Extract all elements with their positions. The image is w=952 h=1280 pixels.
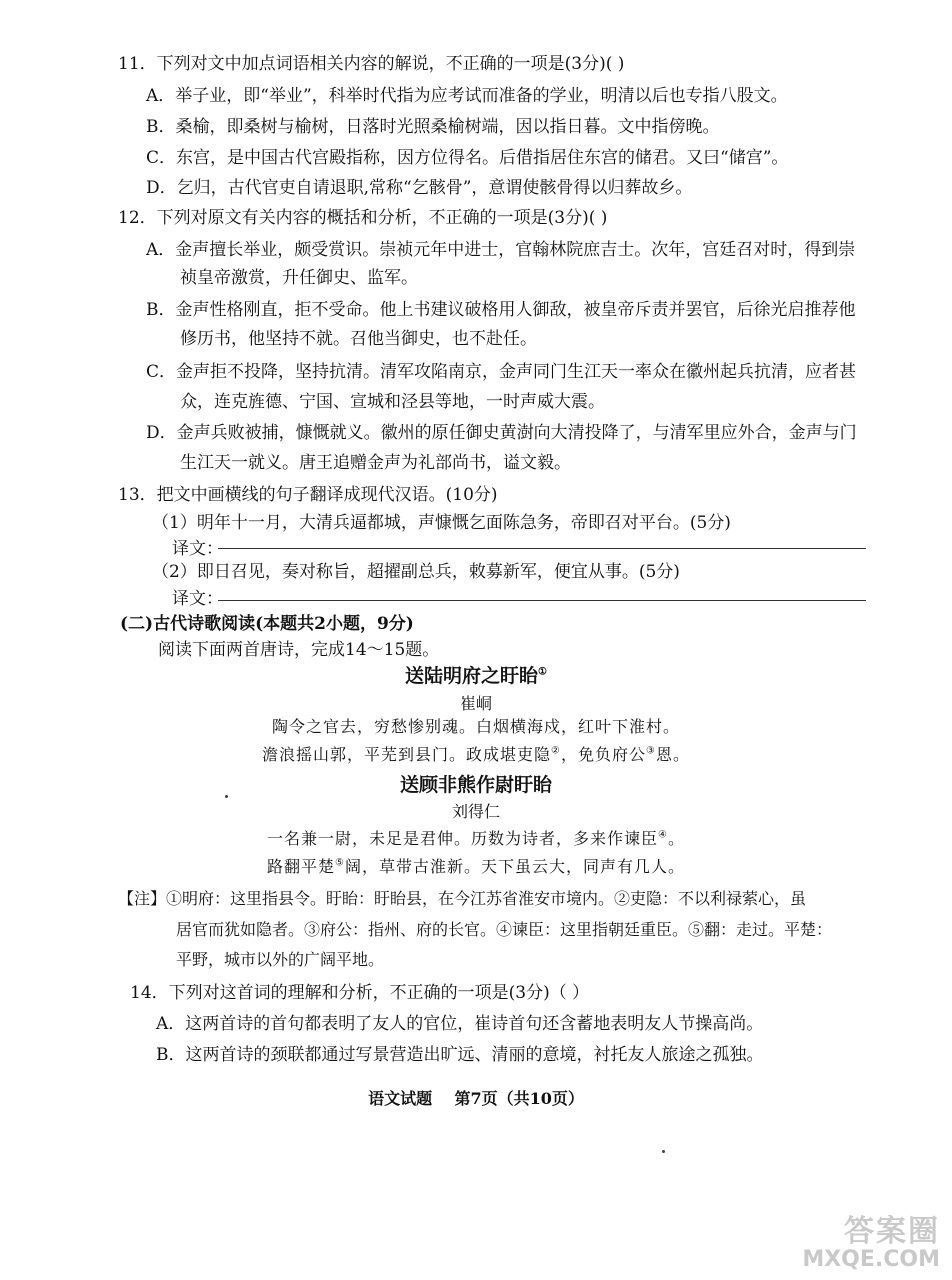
q14-option-b: B．这两首诗的颈联都通过写景营造出旷远、清丽的意境，衬托友人旅途之孤独。 [156,1045,764,1065]
watermark-url: MXQE.COM [802,1246,940,1272]
poem1-line-2: 澹浪摇山郭，平芜到县门。政成堪吏隐②，免负府公③恩。 [262,745,690,764]
scan-speck [225,795,228,798]
poem2-author: 刘得仁 [451,802,500,821]
page-footer: 语文试题 第7页（共10页） [368,1089,584,1108]
q11-option-c: C．东宫，是中国古代宫殿指称，因方位得名。后借指居住东宫的储君。又曰“储宫”。 [146,148,789,168]
q12-option-c-line2: 众，连克旌德、宁国、宣城和泾县等地，一时声威大震。 [180,392,605,412]
poem2-title: 送顾非熊作尉盱眙 [399,774,552,796]
poem2-line-2: 路翻平楚⑤阔，草带古淮新。天下虽云大，同声有几人。 [267,857,685,876]
q12-option-a-line1: A．金声擅长举业，颇受赏识。崇祯元年中进士，官翰林院庶吉士。次年，宫廷召对时，得到崇 [146,240,856,260]
q13-stem: 13．把文中画横线的句子翻译成现代汉语。(10分) [118,485,498,505]
q13-answer-line-1[interactable] [218,548,866,549]
notes-line-2: 居官而犹如隐者。③府公：指州、府的长官。④谏臣：这里指朝廷重臣。⑤翻：走过。平楚： [176,920,833,939]
poem2-line-1: 一名兼一尉，未足是君伸。历数为诗者，多来作谏臣④。 [267,829,685,848]
section-heading: (二)古代诗歌阅读(本题共2小题，9分) [120,614,414,634]
q11-option-b: B．桑榆，即桑树与榆树，日落时光照桑榆树端，因以指日暮。文中指傍晚。 [146,117,720,137]
q13-answer-label-1: 译文： [172,539,223,559]
q12-option-a-line2: 祯皇帝激赏，升任御史、监军。 [180,268,418,288]
q11-option-d: D．乞归，古代官吏自请退职,常称“乞骸骨”，意谓使骸骨得以归葬故乡。 [146,178,693,198]
q14-stem: 14．下列对这首词的理解和分析，不正确的一项是(3分)（ ） [130,983,590,1003]
poem1-title-note-marker: ① [538,666,547,678]
q12-stem: 12．下列对原文有关内容的概括和分析，不正确的一项是(3分)( ) [118,208,608,228]
q13-answer-label-2: 译文： [172,589,223,609]
q11-option-a: A．举子业，即“举业”，科举时代指为应考试而准备的学业，明清以后也专指八股文。 [146,86,788,106]
q13-answer-line-2[interactable] [218,600,866,601]
q14-option-a: A．这两首诗的首句都表明了友人的官位，崔诗首句还含蓄地表明友人节操高尚。 [156,1014,764,1034]
q12-option-c-line1: C．金声拒不投降，坚持抗清。清军攻陷南京，金声同门生江天一率众在徽州起兵抗清，应者甚 [146,362,857,382]
poem1-title: 送陆明府之盱眙① [405,665,547,687]
notes-line-3: 平野，城市以外的广阔平地。 [176,950,385,969]
q11-stem: 11．下列对文中加点词语相关内容的解说，不正确的一项是(3分)( ) [118,54,625,74]
scan-speck [662,1150,665,1153]
watermark-logo: 答案圈 [844,1213,940,1249]
q12-option-d-line1: D．金声兵败被捕，慷慨就义。徽州的原任御史黄澍向大清投降了，与清军里应外合，金声与门 [146,423,857,443]
q12-option-b-line1: B．金声性格刚直，拒不受命。他上书建议破格用人御敌，被皇帝斥责并罢官，后徐光启推荐他 [146,300,856,320]
q13-sentence-1: （1）明年十一月，大清兵逼都城，声慷慨乞面陈急务，帝即召对平台。(5分) [152,513,731,533]
section-intro: 阅读下面两首唐诗，完成14～15题。 [158,640,440,660]
poem1-line-1: 陶令之官去，穷愁惨别魂。白烟横海戍，红叶下淮村。 [271,717,680,736]
notes-line-1: 【注】①明府：这里指县令。盱眙：盱眙县，在今江苏省淮安市境内。②吏隐：不以利禄萦心，虽 [118,889,807,908]
poem1-author: 崔峒 [459,694,492,713]
q12-option-d-line2: 生江天一就义。唐王追赠金声为礼部尚书，谥文毅。 [180,453,571,473]
q12-option-b-line2: 修历书，他坚持不就。召他当御史，也不赴任。 [180,329,537,349]
q13-sentence-2: （2）即日召见，奏对称旨，超擢副总兵，敕募新军，便宜从事。(5分) [152,562,680,582]
watermark [802,1215,940,1272]
